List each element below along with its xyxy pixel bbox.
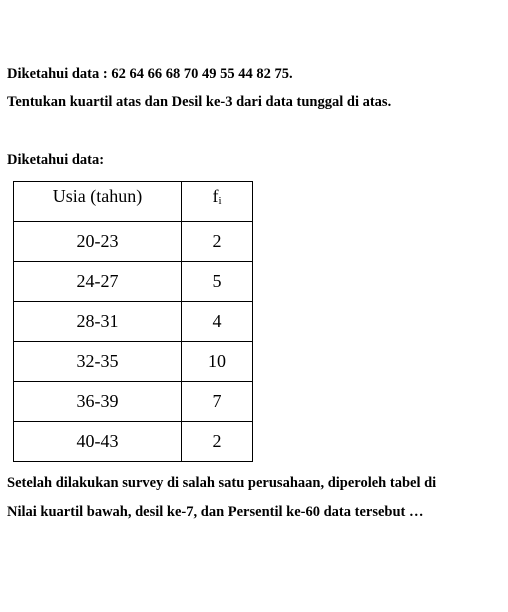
- table-row: [14, 222, 253, 262]
- table-row: [14, 382, 253, 422]
- table-row: [14, 262, 253, 302]
- header-frequency: [182, 182, 253, 222]
- problem2-context-line: Setelah dilakukan survey di salah satu perusahaan, diperoleh tabel di: [7, 475, 437, 491]
- header-frequency-sub: i: [218, 195, 222, 207]
- problem2-question-line: Nilai kuartil bawah, desil ke-7, dan Persentil ke-60 data tersebut …: [7, 504, 424, 520]
- table-row: [14, 342, 253, 382]
- table-row: [14, 422, 253, 462]
- cell-age-range: 28-31: [14, 302, 182, 342]
- table-row: [14, 302, 253, 342]
- problem1-question-line: Tentukan kuartil atas dan Desil ke-3 dari data tunggal di atas.: [7, 94, 392, 110]
- cell-frequency: 2: [182, 222, 253, 262]
- cell-frequency: 10: [182, 342, 253, 382]
- header-frequency-main: f: [212, 186, 219, 206]
- cell-age-range: 20-23: [14, 222, 182, 262]
- cell-age-range: 40-43: [14, 422, 182, 462]
- cell-age-range: 32-35: [14, 342, 182, 382]
- cell-frequency: 7: [182, 382, 253, 422]
- cell-age-range: 36-39: [14, 382, 182, 422]
- header-age: Usia (tahun): [14, 182, 182, 222]
- cell-frequency: 4: [182, 302, 253, 342]
- cell-age-range: 24-27: [14, 262, 182, 302]
- frequency-table: [13, 181, 253, 462]
- cell-frequency: 5: [182, 262, 253, 302]
- problem2-intro-line: Diketahui data:: [7, 152, 105, 168]
- cell-frequency: 2: [182, 422, 253, 462]
- problem1-data-line: Diketahui data : 62 64 66 68 70 49 55 44 82 75.: [7, 66, 293, 82]
- table-header-row: [14, 182, 253, 222]
